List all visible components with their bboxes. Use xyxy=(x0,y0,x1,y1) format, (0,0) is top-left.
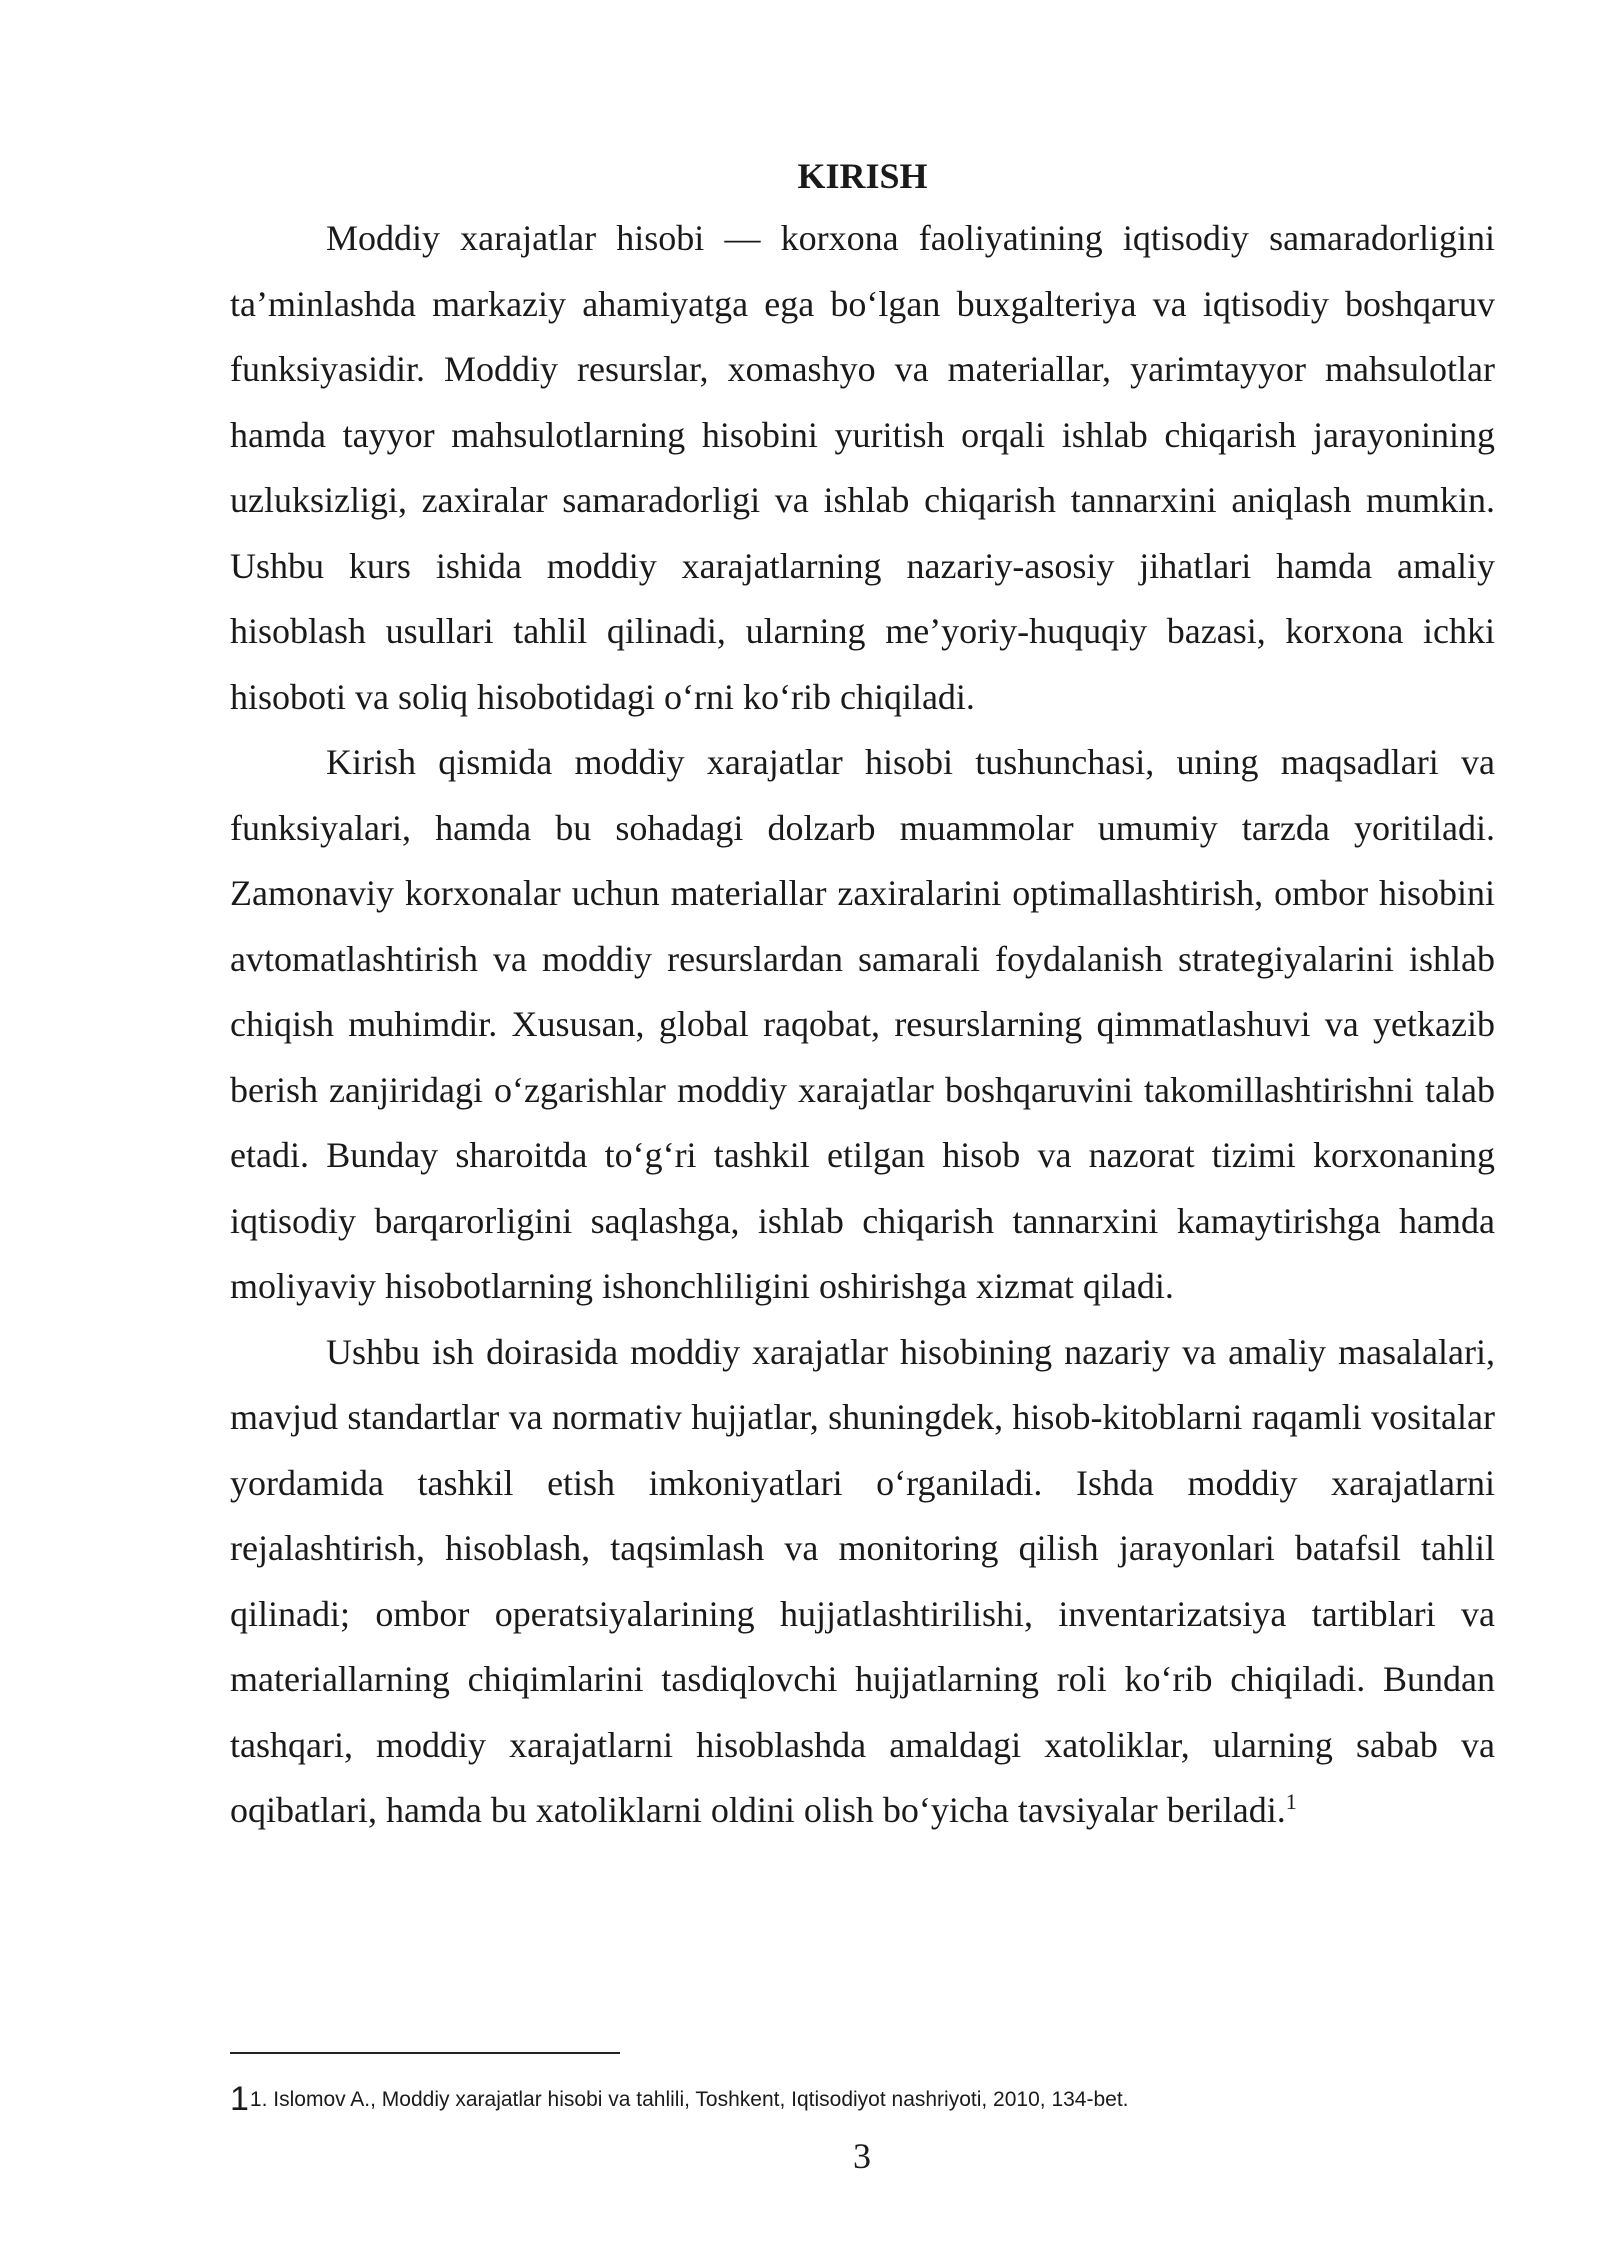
page-number: 3 xyxy=(853,2136,871,2176)
page-body xyxy=(230,150,1495,1844)
footnote-reference[interactable]: 1 xyxy=(1285,1789,1297,1814)
paragraph-2: Kirish qismida moddiy xarajatlar hisobi tushunchasi, uning maqsadlari va funksiyalari, hamda bu sohadagi dolzarb muammolar umumiy tarzda yoritiladi. Zamonaviy korxonalar uchun materiallar zaxiralarini optimallashtirish, ombor hisobini avtomatlashtirish va moddiy resurslardan samarali foydalanish strategiyalarini ishlab chiqish muhimdir. Xususan, global raqobat, resurslarning qimmatlashuvi va yetkazib berish zanjiridagi o‘zgarishlar moddiy xarajatlar boshqaruvini takomillashtirishni talab etadi. Bunday sharoitda to‘g‘ri tashkil etilgan hisob va nazorat tizimi korxonaning iqtisodiy barqarorligini saqlashga, ishlab chiqarish tannarxini kamaytirishga hamda moliyaviy hisobotlarning ishonchliligini oshirishga xizmat qiladi. xyxy=(230,742,1495,1306)
paragraph-3 xyxy=(230,1320,1495,1844)
footnote-separator xyxy=(230,2052,620,2054)
footnote xyxy=(230,2082,1495,2117)
footnote-mark: 1 xyxy=(230,2080,249,2118)
footnote-text: 1. Islomov A., Moddiy xarajatlar hisobi va tahlili, Toshkent, Iqtisodiyot nashriyoti, 2010, 134-bet. xyxy=(249,2088,1129,2111)
paragraph-1: Moddiy xarajatlar hisobi — korxona faoliyatining iqtisodiy samaradorligini ta’minlashda markaziy ahamiyatga ega bo‘lgan buxgalteriya va iqtisodiy boshqaruv funksiyasidir. Moddiy resurslar, xomashyo va materiallar, yarimtayyor mahsulotlar hamda tayyor mahsulotlarning hisobini yuritish orqali ishlab chiqarish jarayonining uzluksizligi, zaxiralar samaradorligi va ishlab chiqarish tannarxini aniqlash mumkin. Ushbu kurs ishida moddiy xarajatlarning nazariy-asosiy jihatlari hamda amaliy hisoblash usullari tahlil qilinadi, ularning me’yoriy-huquqiy bazasi, korxona ichki hisoboti va soliq hisobotidagi o‘rni ko‘rib chiqiladi. xyxy=(230,218,1495,717)
section-heading: KIRISH xyxy=(797,156,928,196)
paragraph-3-text: Ushbu ish doirasida moddiy xarajatlar hisobining nazariy va amaliy masalalari, mavjud standartlar va normativ hujjatlar, shuningdek, hisob-kitoblarni raqamli vositalar yordamida tashkil etish imkoniyatlari o‘rganiladi. Ishda moddiy xarajatlarni rejalashtirish, hisoblash, taqsimlash va monitoring qilish jarayonlari batafsil tahlil qilinadi; ombor operatsiyalarining hujjatlashtirilishi, inventarizatsiya tartiblari va materiallarning chiqimlarini tasdiqlovchi hujjatlarning roli ko‘rib chiqiladi. Bundan tashqari, moddiy xarajatlarni hisoblashda amaldagi xatoliklar, ularning sabab va oqibatlari, hamda bu xatoliklarni oldini olish bo‘yicha tavsiyalar beriladi. xyxy=(230,1331,1495,1830)
